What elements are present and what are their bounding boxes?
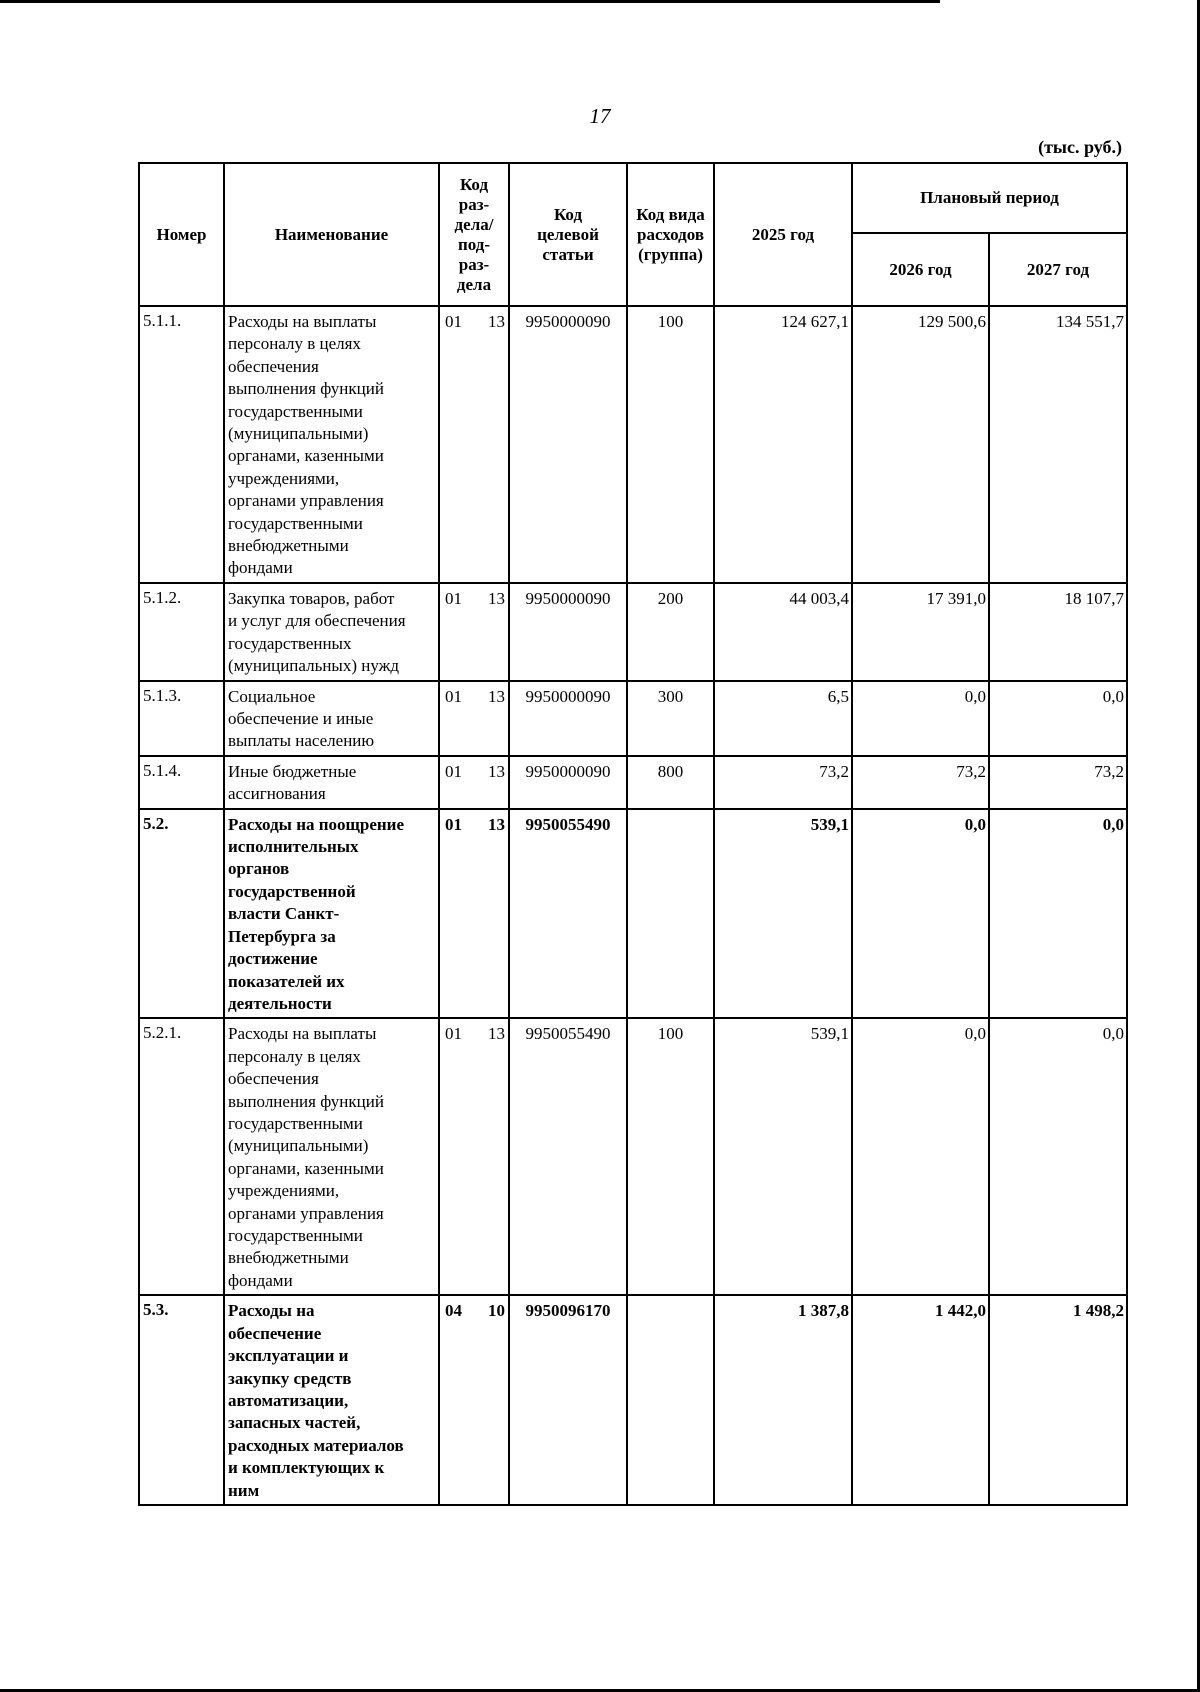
- header-year-2025: 2025 год: [714, 163, 852, 306]
- row-amount-2025: 73,2: [714, 756, 852, 809]
- row-expense-type: 100: [627, 306, 714, 583]
- header-section-code: Код раз- дела/ под- раз- дела: [439, 163, 509, 306]
- row-target-code: 9950000090: [509, 306, 627, 583]
- header-number: Номер: [139, 163, 224, 306]
- row-razdel: 01: [445, 686, 462, 706]
- table-row: [139, 809, 1127, 1019]
- row-number: 5.2.: [139, 809, 224, 1019]
- row-number: 5.1.4.: [139, 756, 224, 809]
- row-name: Расходы на выплаты персоналу в целях обеспечения выполнения функций государственными (муниципальными) органами, казенными учреждениями, органами управления государственными внебюджетными фондами: [224, 306, 439, 583]
- row-section-code: [439, 681, 509, 756]
- row-podrazdel: 13: [488, 312, 505, 331]
- row-podrazdel: 13: [488, 1024, 505, 1044]
- header-target-code: Код целевой статьи: [509, 163, 627, 306]
- row-razdel: 01: [445, 761, 462, 781]
- table-row: [139, 756, 1127, 809]
- row-section-code: [439, 306, 509, 583]
- header-expense-type: Код вида расходов (группа): [627, 163, 714, 306]
- row-amount-2026: 73,2: [852, 756, 989, 809]
- units-label: (тыс. руб.): [1038, 137, 1122, 157]
- row-number: 5.1.2.: [139, 583, 224, 681]
- row-amount-2027: 0,0: [989, 1018, 1127, 1295]
- row-target-code: 9950000090: [509, 583, 627, 681]
- page-frame-top: [0, 0, 940, 3]
- row-amount-2025: 44 003,4: [714, 583, 852, 681]
- row-expense-type: 100: [627, 1018, 714, 1295]
- row-razdel: 01: [445, 814, 462, 834]
- row-amount-2027: 1 498,2: [989, 1295, 1127, 1505]
- budget-table: [138, 162, 1128, 1506]
- row-number: 5.1.1.: [139, 306, 224, 583]
- row-expense-type: 200: [627, 583, 714, 681]
- row-expense-type: [627, 1295, 714, 1505]
- row-razdel: 01: [445, 1024, 462, 1044]
- row-amount-2025: 1 387,8: [714, 1295, 852, 1505]
- row-podrazdel: 13: [488, 814, 505, 834]
- row-amount-2027: 0,0: [989, 809, 1127, 1019]
- row-target-code: 9950000090: [509, 756, 627, 809]
- row-expense-type: 800: [627, 756, 714, 809]
- row-amount-2027: 134 551,7: [989, 306, 1127, 583]
- table-row: [139, 306, 1127, 583]
- row-section-code: [439, 583, 509, 681]
- row-podrazdel: 13: [488, 761, 505, 781]
- row-target-code: 9950055490: [509, 809, 627, 1019]
- table-row: [139, 583, 1127, 681]
- row-amount-2026: 0,0: [852, 809, 989, 1019]
- row-name: Расходы на обеспечение эксплуатации и закупку средств автоматизации, запасных частей, расходных материалов и комплектующих к ним: [224, 1295, 439, 1505]
- table-row: [139, 1295, 1127, 1505]
- header-name: Наименование: [224, 163, 439, 306]
- row-amount-2026: 1 442,0: [852, 1295, 989, 1505]
- row-amount-2026: 17 391,0: [852, 583, 989, 681]
- row-podrazdel: 13: [488, 686, 505, 706]
- row-amount-2026: 0,0: [852, 1018, 989, 1295]
- row-target-code: 9950055490: [509, 1018, 627, 1295]
- row-name: Иные бюджетные ассигнования: [224, 756, 439, 809]
- row-razdel: 01: [445, 312, 462, 331]
- row-target-code: 9950096170: [509, 1295, 627, 1505]
- row-expense-type: [627, 809, 714, 1019]
- header-year-2026: 2026 год: [852, 233, 989, 306]
- row-amount-2025: 6,5: [714, 681, 852, 756]
- row-section-code: [439, 809, 509, 1019]
- row-name: Закупка товаров, работ и услуг для обеспечения государственных (муниципальных) нужд: [224, 583, 439, 681]
- row-razdel: 04: [445, 1301, 462, 1321]
- row-podrazdel: 13: [488, 589, 505, 608]
- row-razdel: 01: [445, 589, 462, 608]
- row-expense-type: 300: [627, 681, 714, 756]
- row-target-code: 9950000090: [509, 681, 627, 756]
- header-planned-period: Плановый период: [852, 163, 1127, 233]
- page-number: 17: [589, 104, 611, 128]
- row-section-code: [439, 1018, 509, 1295]
- row-section-code: [439, 1295, 509, 1505]
- table-body: [139, 306, 1127, 1505]
- row-podrazdel: 10: [488, 1301, 505, 1321]
- row-name: Социальное обеспечение и иные выплаты населению: [224, 681, 439, 756]
- row-amount-2026: 129 500,6: [852, 306, 989, 583]
- table-row: [139, 681, 1127, 756]
- row-section-code: [439, 756, 509, 809]
- row-amount-2025: 539,1: [714, 1018, 852, 1295]
- row-number: 5.1.3.: [139, 681, 224, 756]
- row-name: Расходы на выплаты персоналу в целях обеспечения выполнения функций государственными (муниципальными) органами, казенными учреждениями, органами управления государственными внебюджетными фондами: [224, 1018, 439, 1295]
- row-name: Расходы на поощрение исполнительных органов государственной власти Санкт- Петербурга за достижение показателей их деятельности: [224, 809, 439, 1019]
- row-amount-2025: 539,1: [714, 809, 852, 1019]
- table-row: [139, 1018, 1127, 1295]
- row-amount-2027: 73,2: [989, 756, 1127, 809]
- row-number: 5.3.: [139, 1295, 224, 1505]
- row-amount-2026: 0,0: [852, 681, 989, 756]
- row-amount-2027: 18 107,7: [989, 583, 1127, 681]
- header-year-2027: 2027 год: [989, 233, 1127, 306]
- row-amount-2027: 0,0: [989, 681, 1127, 756]
- row-number: 5.2.1.: [139, 1018, 224, 1295]
- row-amount-2025: 124 627,1: [714, 306, 852, 583]
